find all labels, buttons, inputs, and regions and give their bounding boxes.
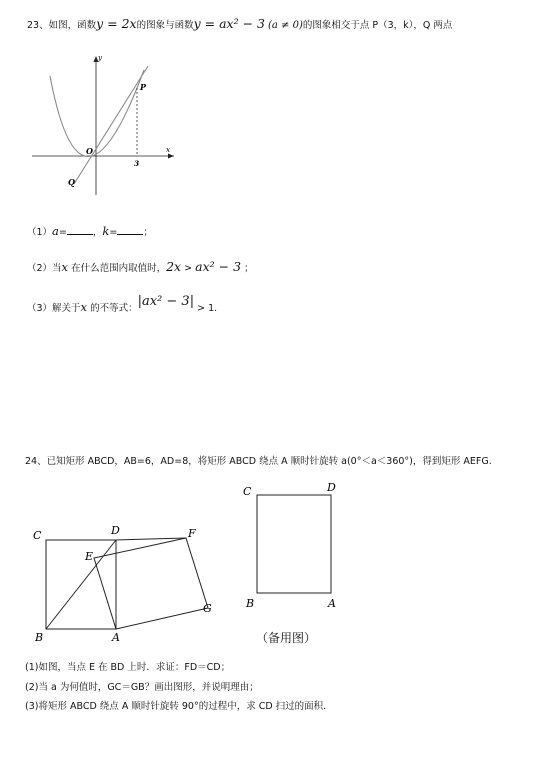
- q23-tail: 的图象相交于点 P（3，k），Q 两点: [302, 20, 453, 31]
- segment-df: [116, 538, 186, 540]
- fig1-label-g: G: [203, 602, 212, 615]
- q23-part1-sep: ，: [92, 227, 103, 238]
- q24-item-1: (1)如图，当点 E 在 BD 上时．求证：FD＝CD；: [25, 662, 231, 673]
- backup-rect-abcd: [257, 495, 331, 593]
- fig1-label-a: A: [112, 631, 120, 644]
- fig2-label-b: B: [246, 597, 255, 610]
- parabola-curve: [50, 70, 144, 157]
- fig1-label-b: B: [35, 631, 44, 644]
- q23-part2-num: （2）当: [27, 263, 62, 274]
- q24-figure-backup: [240, 478, 350, 618]
- fig1-label-c: C: [33, 529, 42, 542]
- answer-blank-a[interactable]: [67, 225, 93, 235]
- q23-part3-x: x: [80, 300, 88, 314]
- answer-blank-k[interactable]: [117, 225, 143, 235]
- q23-mid: 的图象与函数: [136, 20, 194, 31]
- q23-part2-text: 在什么范围内取值时，: [71, 263, 167, 274]
- q23-condition: (a ≠ 0): [268, 20, 303, 31]
- q23-part3-tail: > 1.: [197, 303, 218, 314]
- fig1-label-e: E: [85, 550, 94, 563]
- fig1-label-d: D: [111, 524, 120, 537]
- point-q-label: Q: [68, 177, 75, 187]
- backup-figure-caption: （备用图）: [256, 631, 317, 645]
- q23-part3: [27, 294, 218, 316]
- x-axis-label: x: [166, 146, 170, 154]
- q23-part1-a: a: [52, 224, 59, 238]
- diagonal-bd: [46, 540, 116, 629]
- q24-stem: 24、已知矩形 ABCD，AB=6，AD=8，将矩形 ABCD 绕点 A 顺时针旋转 a(0°＜a＜360°)，得到矩形 AEFG.: [25, 456, 492, 467]
- q23-part2-rhs: ax² − 3: [195, 259, 242, 274]
- rect-aefg: [94, 538, 208, 629]
- q23-part2-lhs: 2x: [166, 259, 182, 274]
- q23-part2-end: ；: [244, 263, 254, 274]
- q23-part1: [27, 224, 153, 240]
- origin-label: O: [86, 146, 93, 156]
- q23-part3-text: 的不等式：: [90, 303, 138, 314]
- fig2-label-d: D: [327, 481, 336, 494]
- q23-graph: [26, 50, 186, 200]
- tick-3-label: 3: [134, 159, 140, 168]
- q24-figure-main: [30, 520, 220, 650]
- q23-part1-eq2: =: [109, 227, 118, 238]
- q23-part2-x: x: [61, 260, 69, 274]
- q24-item-2: (2)当 a 为何值时，GC＝GB？画出图形，并说明理由；: [25, 682, 259, 693]
- x-axis-arrow: [168, 154, 174, 159]
- q23-part1-k: k: [102, 224, 110, 238]
- q23-part1-num: （1）: [27, 227, 53, 238]
- q23-stem: [27, 17, 452, 33]
- q23-func-quadratic: y = ax² − 3: [193, 16, 265, 31]
- q23-part1-end: ；: [143, 227, 153, 238]
- fig1-label-f: F: [188, 527, 196, 540]
- q23-lead: 23、如图，函数: [27, 20, 97, 31]
- fig2-label-c: C: [243, 485, 252, 498]
- q23-part2-gt: >: [184, 263, 193, 274]
- q24-item-3: (3)将矩形 ABCD 绕点 A 顺时针旋转 90°的过程中，求 CD 扫过的面积．: [25, 701, 333, 712]
- q23-part2: [27, 260, 254, 276]
- q23-part3-num: （3）解关于: [27, 303, 81, 314]
- q23-part3-expr: |ax² − 3|: [137, 294, 195, 309]
- y-axis-label: y: [98, 54, 102, 62]
- point-p-label: P: [140, 82, 147, 92]
- q23-part1-eq1: =: [58, 227, 67, 238]
- q23-func-linear: y = 2x: [96, 16, 137, 31]
- fig2-label-a: A: [328, 597, 336, 610]
